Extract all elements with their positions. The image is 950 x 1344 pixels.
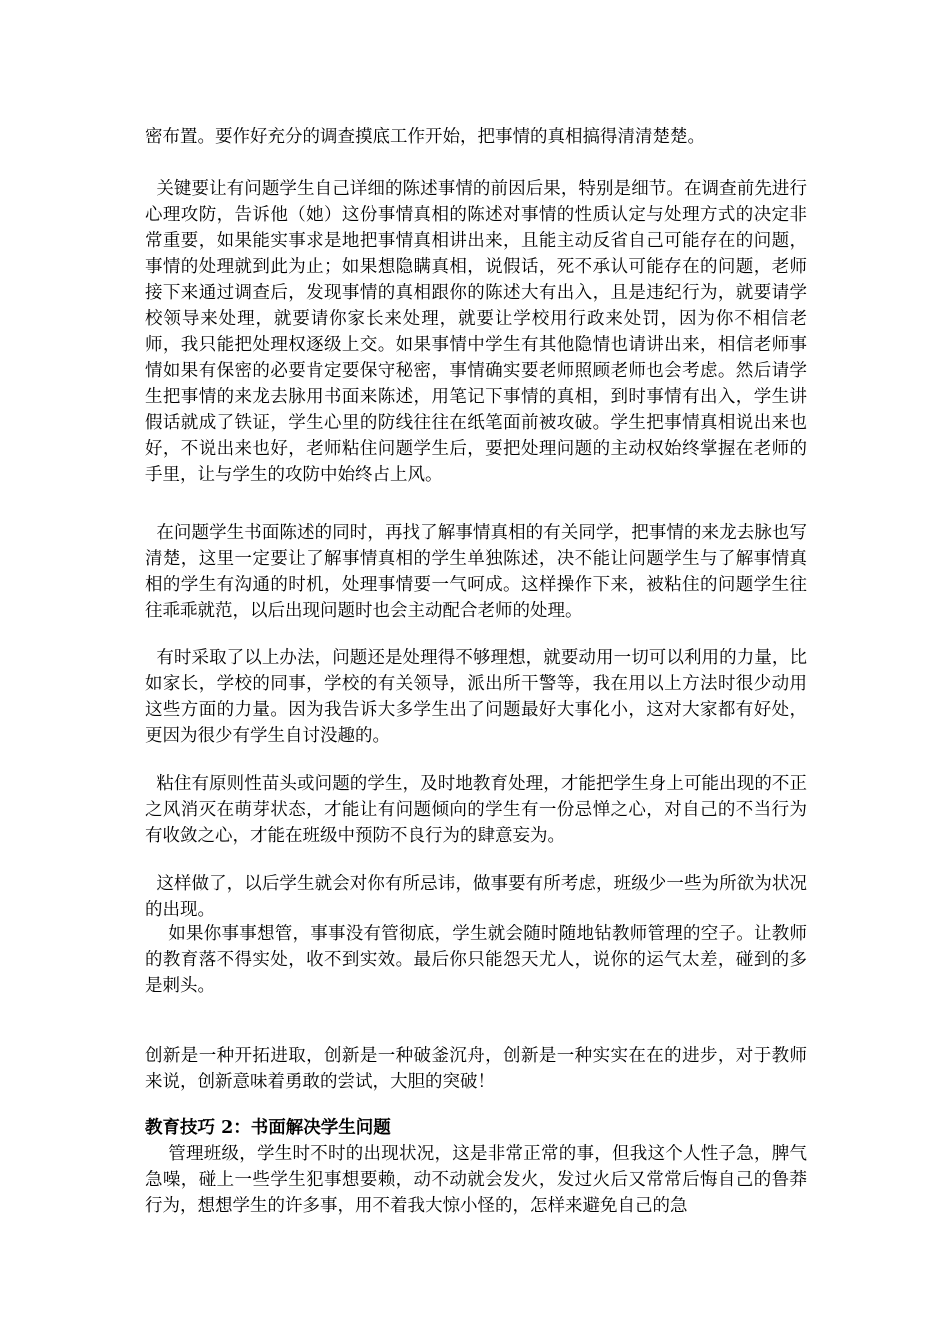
paragraph-5: 粘住有原则性苗头或问题的学生，及时地教育处理，才能把学生身上可能出现的不正之风消灭在萌芽状态，才能让有问题倾向的学生有一份忌惮之心，对自己的不当行为有收敛之心，才能在班级中预防不良行为的肆意妄为。 — [145, 774, 807, 846]
paragraph-1: 密布置。要作好充分的调查摸底工作开始，把事情的真相搞得清清楚楚。 — [145, 127, 705, 147]
paragraph-8: 创新是一种开拓进取，创新是一种破釜沉舟，创新是一种实实在在的进步，对于教师来说，创新意味着勇敢的尝试，大胆的突破！ — [145, 1046, 807, 1092]
section-heading: 教育技巧 2：书面解决学生问题 — [145, 1118, 391, 1138]
section-body: 管理班级，学生时不时的出现状况，这是非常正常的事，但我这个人性子急，脾气急噪，碰上一些学生犯事想要赖，动不动就会发火，发过火后又常常后悔自己的鲁莽行为，想想学生的许多事，用不着我大惊小怪的，怎样来避免自己的急 — [145, 1144, 807, 1216]
paragraph-2: 关键要让有问题学生自己详细的陈述事情的前因后果，特别是细节。在调查前先进行心理攻防，告诉他（她）这份事情真相的陈述对事情的性质认定与处理方式的决定非常重要，如果能实事求是地把事情真相讲出来，且能主动反省自己可能存在的问题，事情的处理就到此为止；如果想隐瞒真相，说假话，死不承认可能存在的问题，老师接下来通过调查后，发现事情的真相跟你的陈述大有出入，且是违纪行为，就要请学校领导来处理，就要请你家长来处理，就要让学校用行政来处罚，因为你不相信老师，我只能把处理权逐级上交。如果事情中学生有其他隐情也请讲出来，相信老师事情如果有保密的必要肯定要保守秘密，事情确实要老师照顾老师也会考虑。然后请学生把事情的来龙去脉用书面来陈述，用笔记下事情的真相，到时事情有出入，学生讲假话就成了铁证，学生心里的防线往往在纸笔面前被攻破。学生把事情真相说出来也好，不说出来也好，老师粘住问题学生后，要把处理问题的主动权始终掌握在老师的手里，让与学生的攻防中始终占上风。 — [145, 179, 807, 485]
paragraph-3: 在问题学生书面陈述的同时，再找了解事情真相的有关同学，把事情的来龙去脉也写清楚，这里一定要让了解事情真相的学生单独陈述，决不能让问题学生与了解事情真相的学生有沟通的时机，处理事情要一气呵成。这样操作下来，被粘住的问题学生往往乖乖就范，以后出现问题时也会主动配合老师的处理。 — [145, 523, 807, 621]
paragraph-7: 如果你事事想管，事事没有管彻底，学生就会随时随地钻教师管理的空子。让教师的教育落不得实处，收不到实效。最后你只能怨天尤人，说你的运气太差，碰到的多是刺头。 — [145, 924, 807, 996]
paragraph-6: 这样做了，以后学生就会对你有所忌讳，做事要有所考虑，班级少一些为所欲为状况的出现。 — [145, 874, 807, 920]
paragraph-4: 有时采取了以上办法，问题还是处理得不够理想，就要动用一切可以利用的力量，比如家长，学校的同事，学校的有关领导，派出所干警等，我在用以上方法时很少动用这些方面的力量。因为我告诉大多学生出了问题最好大事化小，这对大家都有好处，更因为很少有学生自讨没趣的。 — [145, 648, 807, 746]
